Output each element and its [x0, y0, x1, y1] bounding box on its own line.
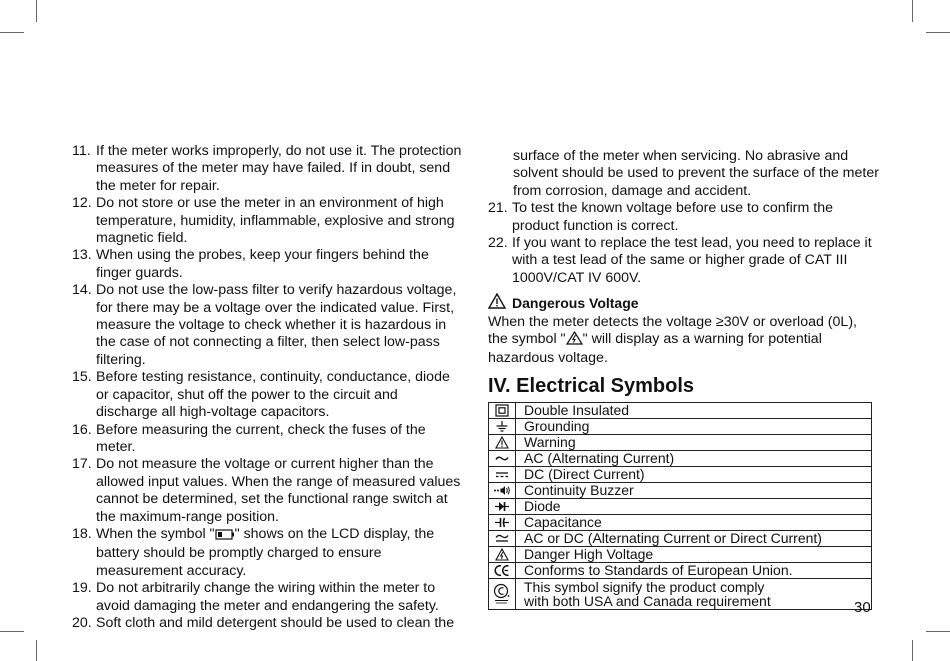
- capacitor-icon: [489, 514, 516, 530]
- list-item: 11. If the meter works improperly, do not use it. The protection measures of the meter may have failed. If in doubt, send the meter for repair.: [72, 143, 462, 194]
- table-row: Capacitance: [489, 514, 872, 530]
- left-column: [72, 143, 462, 632]
- danger-text: When the meter detects the voltage ≥30V or overload (0L), the symbol " " will display as a warning for potential hazardous voltage.: [488, 313, 857, 367]
- crop-mark: [36, 0, 37, 22]
- list-item: 15. Before testing resistance, continuity, conductance, diode or capacitor, shut off the power to the circuit and discharge all high-voltage capacitors.: [72, 369, 450, 421]
- symbols-table: [488, 402, 872, 610]
- danger-heading: Dangerous Voltage: [488, 293, 880, 313]
- warning-icon: [488, 293, 512, 313]
- table-row: This symbol signify the product comply with both USA and Canada requirement: [489, 578, 872, 609]
- table-row: AC (Alternating Current): [489, 450, 872, 466]
- list-item: 21. To test the known voltage before use to confirm the product function is correct.: [488, 200, 833, 234]
- list-item: 12. Do not store or use the meter in an environment of high temperature, humidity, inflammable, explosive and strong magnetic field.: [72, 195, 455, 247]
- table-row: Danger High Voltage: [489, 546, 872, 562]
- ac-icon: [489, 450, 516, 466]
- list-item: 22. If you want to replace the test lead, you need to replace it with a test lead of the same or higher grade of CAT III 1000V/CAT IV 600V.: [488, 235, 872, 286]
- right-column: [488, 148, 880, 610]
- double-insulated-icon: [489, 402, 516, 418]
- list-item: 19. Do not arbitrarily change the wiring within the meter to avoid damaging the meter and endangering the safety.: [72, 580, 439, 614]
- table-row: DC (Direct Current): [489, 466, 872, 482]
- item-20-continuation: surface of the meter when servicing. No abrasive and solvent should be used to prevent the surface of the meter from corrosion, damage and accident.: [513, 148, 879, 199]
- crop-mark: [926, 631, 950, 632]
- page-number: 30: [854, 599, 871, 616]
- high-voltage-icon: [489, 546, 516, 562]
- table-row: Warning: [489, 434, 872, 450]
- table-row: Double Insulated: [489, 402, 872, 418]
- warning-icon: [489, 434, 516, 450]
- table-row: Continuity Buzzer: [489, 482, 872, 498]
- list-item: 17. Do not measure the voltage or current higher than the allowed input values. When the range of measured values cannot be determined, set the functional range switch at the maximum-range position.: [72, 456, 461, 525]
- table-row: Grounding: [489, 418, 872, 434]
- table-row: AC or DC (Alternating Current or Direct Current): [489, 530, 872, 546]
- list-item: 14. Do not use the low-pass filter to verify hazardous voltage, for there may be a voltage over the indicated value. First, measure the voltage to check whether it is hazardous in the case of not connecting a filter, then select low-pass filtering.: [72, 282, 457, 368]
- crop-mark: [0, 631, 24, 632]
- ground-icon: [489, 418, 516, 434]
- buzzer-icon: [489, 482, 516, 498]
- table-row: Conforms to Standards of European Union.: [489, 562, 872, 578]
- ce-icon: [489, 562, 516, 578]
- crop-mark: [912, 640, 913, 661]
- battery-icon: [215, 528, 235, 545]
- crop-mark: [926, 32, 950, 33]
- csa-us-icon: [489, 578, 516, 609]
- crop-mark: [0, 32, 24, 33]
- crop-mark: [912, 0, 913, 22]
- table-row: Diode: [489, 498, 872, 514]
- crop-mark: [36, 640, 37, 661]
- ac-dc-icon: [489, 530, 516, 546]
- list-item: 13. When using the probes, keep your fingers behind the finger guards.: [72, 247, 429, 281]
- list-item: 18. When the symbol " " shows on the LCD display, the battery should be promptly charged to ensure measurement accuracy.: [72, 525, 435, 579]
- list-item: 16. Before measuring the current, check the fuses of the meter.: [72, 421, 426, 455]
- diode-icon: [489, 498, 516, 514]
- list-item: 20. Soft cloth and mild detergent should be used to clean the: [72, 614, 455, 631]
- high-voltage-icon: [566, 331, 583, 350]
- dc-icon: [489, 466, 516, 482]
- section-title: IV. Electrical Symbols: [488, 374, 695, 397]
